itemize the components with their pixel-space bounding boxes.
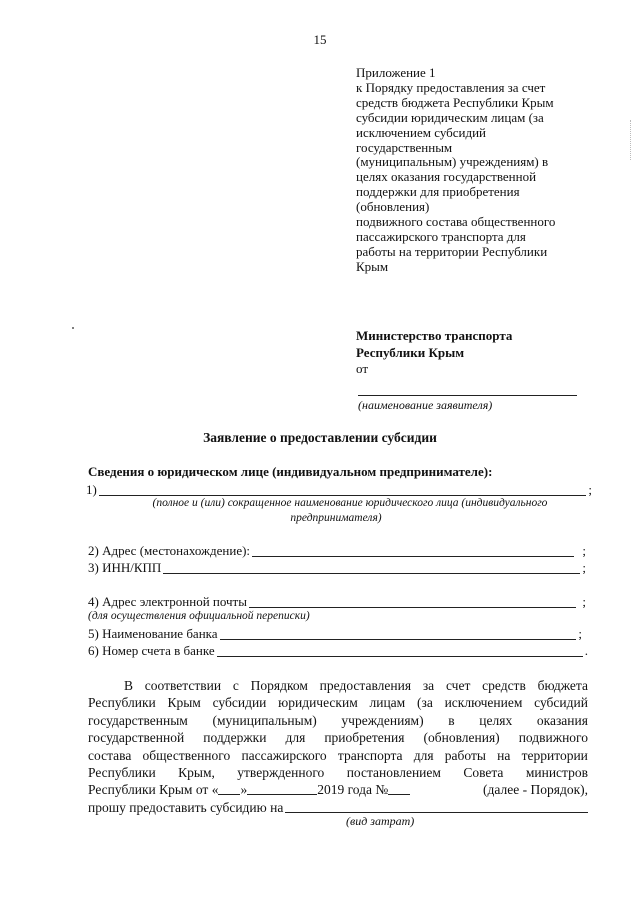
field-number: 1) <box>86 482 97 497</box>
field-end: ; <box>578 626 582 641</box>
inn-kpp-field[interactable] <box>163 560 580 574</box>
subsidy-request-text: прошу предоставить субсидию на <box>88 799 284 815</box>
applicant-name-caption: (наименование заявителя) <box>358 398 493 412</box>
year-number-text: 2019 года № <box>317 782 389 798</box>
legal-name-caption: предпринимателя) <box>290 512 382 524</box>
expense-caption: (вид затрат) <box>346 814 415 828</box>
appendix-line: средств бюджета Республики Крым <box>356 94 554 110</box>
word: для <box>413 747 434 763</box>
word: оказания <box>536 712 588 728</box>
field-end: ; <box>582 543 586 558</box>
word: государственным <box>88 712 188 728</box>
appendix-line: подвижного состава общественного <box>356 214 556 230</box>
word: субсидий <box>534 695 588 711</box>
word: (муниципальным) <box>212 712 317 728</box>
legal-name-field[interactable] <box>99 482 587 496</box>
word: министров <box>525 765 588 781</box>
appendix-line: государственным <box>356 139 453 155</box>
field-label: 2) Адрес (местонахождение): <box>88 543 251 558</box>
word: предоставления <box>319 678 412 693</box>
word: пассажирского <box>241 747 327 763</box>
form-row-bank <box>88 626 582 642</box>
appendix-line: исключением субсидий <box>356 124 487 140</box>
word: за <box>422 678 435 693</box>
account-number-field[interactable] <box>217 643 583 657</box>
word: целях <box>479 712 513 728</box>
document-title: Заявление о предоставлении субсидии <box>203 430 437 445</box>
form-row-legal-name <box>86 482 592 498</box>
procedure-ref: (далее - Порядок), <box>483 782 588 798</box>
field-end: ; <box>582 560 586 575</box>
word: учреждениям) <box>341 712 424 728</box>
applicant-name-field[interactable] <box>358 395 577 396</box>
word: Крым, <box>178 765 215 781</box>
day-field[interactable] <box>218 781 240 795</box>
word: Совета <box>463 765 504 781</box>
scan-edge-mark <box>630 120 634 160</box>
word: государственной <box>88 730 185 746</box>
form-row-email <box>88 594 586 610</box>
word: утвержденного <box>237 765 325 781</box>
word: счет <box>445 678 471 693</box>
appendix-line: пассажирского транспорта для <box>356 228 526 244</box>
body-line <box>88 712 588 729</box>
month-field[interactable] <box>247 781 317 795</box>
field-end: . <box>584 643 588 658</box>
body-line <box>88 677 588 694</box>
word: общественного <box>142 747 231 763</box>
word: лицам <box>369 695 406 711</box>
word: Республики <box>88 765 156 781</box>
word: Крым <box>167 695 201 711</box>
word: поддержки <box>203 730 267 746</box>
body-line <box>88 747 588 764</box>
word: приобретения <box>324 730 405 746</box>
expense-type-field[interactable] <box>285 799 588 813</box>
email-field[interactable] <box>249 594 576 608</box>
appendix-line: поддержки для приобретения <box>356 184 520 200</box>
addressee-line: Республики Крым <box>356 344 465 360</box>
field-end: ; <box>588 482 592 497</box>
word: исключением <box>444 695 523 711</box>
word: с <box>232 678 239 693</box>
word: В <box>124 678 134 693</box>
body-line <box>88 694 588 711</box>
appendix-line: субсидии юридическим лицам (за <box>356 109 544 125</box>
appendix-line: работы на территории Республики <box>356 243 548 259</box>
appendix-line: Крым <box>356 258 389 274</box>
appendix-line: к Порядку предоставления за счет <box>356 79 546 95</box>
body-line <box>88 781 588 798</box>
body-paragraph <box>88 677 588 816</box>
word: постановлением <box>346 765 441 781</box>
appendix-line: Приложение 1 <box>356 65 436 80</box>
word: (обновления) <box>423 730 500 746</box>
bank-name-field[interactable] <box>220 626 577 640</box>
field-end: ; <box>582 594 586 609</box>
addressee-block <box>356 328 512 378</box>
word: территории <box>521 747 588 763</box>
word: юридическим <box>278 695 358 711</box>
form-row-account <box>88 643 588 659</box>
field-label: 6) Номер счета в банке <box>88 643 215 658</box>
section-heading: Сведения о юридическом лице (индивидуальном предпринимателе): <box>88 464 493 479</box>
appendix-block <box>356 66 606 275</box>
legal-name-caption: (полное и (или) сокращенное наименование юридического лица (индивидуального <box>152 497 548 509</box>
appendix-line: (обновления) <box>356 199 430 215</box>
form-row-inn <box>88 560 586 576</box>
field-label: 4) Адрес электронной почты <box>88 594 247 609</box>
date-quote: » <box>240 782 248 798</box>
body-line <box>88 799 588 816</box>
page-number: 15 <box>313 32 327 47</box>
word: подвижного <box>518 730 588 746</box>
word: для <box>285 730 306 746</box>
appendix-line: (муниципальным) учреждениям) в <box>356 154 549 170</box>
appendix-line: целях оказания государственной <box>356 169 537 185</box>
word: субсидии <box>212 695 267 711</box>
word: состава <box>88 747 132 763</box>
body-line <box>88 764 588 781</box>
address-field[interactable] <box>252 543 574 557</box>
date-prefix: Республики Крым от « <box>88 782 219 798</box>
form-row-address <box>88 543 586 559</box>
scan-dot <box>72 327 74 329</box>
body-line <box>88 729 588 746</box>
word: в <box>448 712 455 728</box>
field-label: 5) Наименование банка <box>88 626 218 641</box>
word: бюджета <box>537 678 588 693</box>
word: работы <box>444 747 486 763</box>
word: Порядком <box>250 678 308 693</box>
word: средств <box>482 678 526 693</box>
word: (за <box>416 695 433 711</box>
email-caption: (для осуществления официальной переписки) <box>88 610 310 622</box>
word: соответствии <box>144 678 222 693</box>
field-label: 3) ИНН/КПП <box>88 560 162 575</box>
word: транспорта <box>337 747 403 763</box>
addressee-from: от <box>356 361 369 376</box>
order-number-field[interactable] <box>388 781 410 795</box>
word: Республики <box>88 695 156 711</box>
addressee-line: Министерство транспорта <box>356 328 513 343</box>
word: на <box>497 747 511 763</box>
